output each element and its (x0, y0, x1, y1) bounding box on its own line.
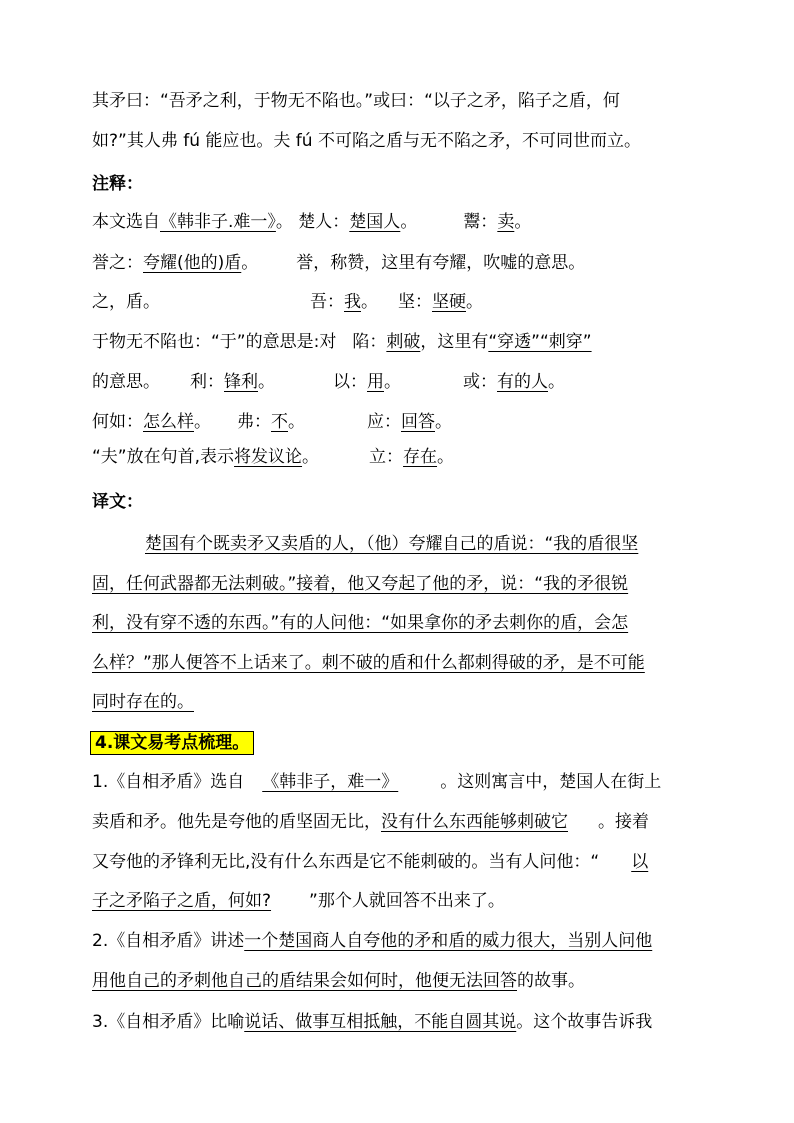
note-text: 坚： (398, 292, 432, 312)
q2-answer: 一个楚国商人自夸他的矛和盾的威力很大，当别人问他 (244, 931, 653, 951)
q1-line-2 (92, 810, 649, 834)
note-answer: 存在 (403, 447, 438, 467)
note-text: 本文选自 (92, 212, 160, 232)
note-answer: 楚国人 (349, 212, 401, 232)
section-heading (90, 731, 254, 755)
q1-line-4 (92, 889, 505, 913)
note-line-7 (92, 445, 454, 469)
note-text: 。 (437, 447, 455, 467)
story-line-2 (92, 129, 641, 153)
note-line-2 (92, 251, 585, 275)
note-text: ，这里有 (420, 332, 489, 352)
q1-line-1 (92, 770, 661, 794)
q1-answer: 子之矛陷子之盾，何如? (92, 891, 272, 911)
note-answer: “穿透”“刺穿” (488, 332, 592, 352)
q1-text: 。这则寓言中，楚国人在街上 (440, 772, 662, 792)
note-answer: 卖 (497, 212, 515, 232)
note-text: 立： (369, 447, 404, 467)
q1-text: 又夸他的矛锋利无比,没有什么东西是它不能刺破的。当有人问他：“ (92, 852, 600, 872)
q1-text: ”那个人就回答不出来了。 (309, 891, 505, 911)
q1-text: 卖盾和矛。他先是夸他的盾坚固无比， (92, 812, 381, 832)
section-heading-highlight: 4.课文易考点梳理。 (90, 731, 254, 755)
note-text: 。 (435, 412, 452, 432)
note-text: 之，盾。 (92, 292, 160, 312)
story-text: 其矛曰：“吾矛之利，于物无不陷也。”或曰：“以子之矛，陷子之盾，何 (92, 91, 620, 111)
note-text: 何如： (92, 412, 143, 432)
note-text: 的意思。 (92, 372, 160, 392)
note-text: 。 (241, 253, 259, 273)
translation-line: 固，任何武器都无法刺破。”接着，他又夸起了他的矛，说：“我的矛很锐 (92, 574, 629, 594)
note-text: 。 (384, 372, 401, 392)
note-answer: 用 (367, 372, 384, 392)
translation-line: 同时存在的。 (92, 692, 194, 712)
note-answer: 夸耀(他的)盾 (143, 253, 242, 273)
note-text: 。 (466, 292, 483, 312)
note-answer: 将发议论 (234, 447, 303, 467)
note-answer: 《韩非子.难一》 (160, 212, 276, 232)
note-text: 陷： (352, 332, 387, 352)
note-text: 誉之： (92, 253, 143, 273)
note-text: 。 (400, 212, 418, 232)
note-text: 。 (361, 292, 378, 312)
q3-text: 。这个故事告诉我 (516, 1012, 653, 1032)
note-answer: 有的人 (497, 372, 548, 392)
note-text: 或： (463, 372, 497, 392)
q1-answer: 以 (631, 852, 649, 872)
translation-heading: 译文： (92, 492, 143, 512)
translation-line: 楚国有个既卖矛又卖盾的人，（他）夸耀自己的盾说：“我的盾很坚 (145, 534, 639, 554)
note-text: 。 (258, 372, 275, 392)
q3-answer: 说话、做事互相抵触，不能自圆其说 (244, 1012, 517, 1032)
q2-answer: 用他自己的矛刺他自己的盾结果会如何时，他便无法回答 (92, 971, 517, 991)
story-text: 如?”其人弗 fú 能应也。夫 fú 不可陷之盾与无不陷之矛，不可同世而立。 (92, 131, 641, 151)
note-line-1 (92, 210, 531, 234)
translation-line: 利，没有穿不透的东西。”有的人问他：“如果拿你的矛去刺你的盾，会怎 (92, 613, 629, 633)
note-text: 。 (288, 412, 305, 432)
note-text: 以： (333, 372, 367, 392)
note-answer: 坚硬 (432, 292, 466, 312)
q1-text: 1.《自相矛盾》选自 (92, 772, 245, 792)
note-text: “夫”放在句首,表示 (92, 447, 235, 467)
note-text: 誉，称赞，这里有夸耀，吹嘘的意思。 (296, 253, 586, 273)
note-text: 。 (302, 447, 320, 467)
note-line-5 (92, 370, 565, 394)
q1-answer: 没有什么东西能够刺破它 (381, 812, 568, 832)
note-text: 。 (548, 372, 565, 392)
note-answer: 不 (271, 412, 288, 432)
note-answer: 锋利 (224, 372, 258, 392)
note-answer: 刺破 (386, 332, 421, 352)
note-text: 于物无不陷也：“于”的意思是:对 (92, 332, 337, 352)
translation-line: 么样？”那人便答不上话来了。刺不破的盾和什么都刺得破的矛，是不可能 (92, 653, 645, 673)
q1-text: 。接着 (598, 812, 649, 832)
note-answer: 我 (344, 292, 361, 312)
note-text: 。 楚人： (275, 212, 350, 232)
note-line-3 (92, 290, 483, 314)
note-text: 弗： (237, 412, 271, 432)
note-text: 利： (190, 372, 224, 392)
q3-line-1 (92, 1010, 652, 1034)
q3-text: 3.《自相矛盾》比喻 (92, 1012, 245, 1032)
q1-line-3 (92, 850, 648, 874)
note-line-4 (92, 330, 592, 354)
q2-line-1 (92, 929, 652, 953)
note-text: 吾： (310, 292, 344, 312)
note-text: 。 (194, 412, 211, 432)
q1-answer: 《韩非子，难一》 (262, 772, 399, 792)
notes-heading: 注释： (92, 174, 143, 194)
note-answer: 回答 (401, 412, 435, 432)
note-text: 应： (367, 412, 401, 432)
q2-text: 的故事。 (517, 971, 585, 991)
note-line-6 (92, 410, 452, 434)
q2-text: 2.《自相矛盾》讲述 (92, 931, 245, 951)
note-text: 。 (514, 212, 532, 232)
note-answer: 怎么样 (143, 412, 194, 432)
q2-line-2 (92, 969, 585, 993)
story-line-1 (92, 89, 620, 113)
note-text: 鬻： (463, 212, 498, 232)
